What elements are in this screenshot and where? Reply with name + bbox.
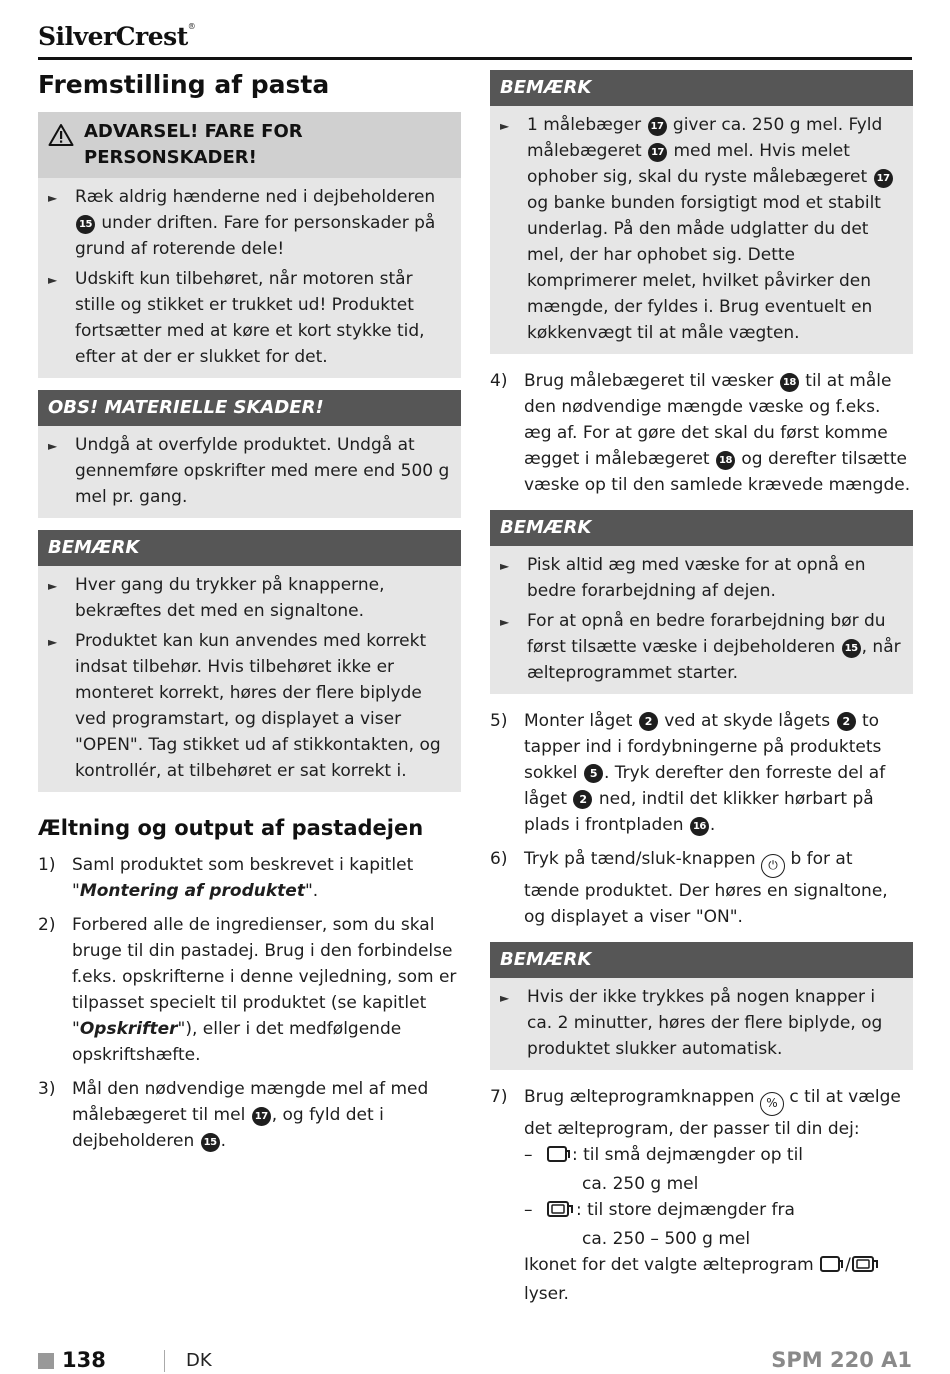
part-number-badge: 2 bbox=[573, 790, 592, 809]
list-item: ► Undgå at overfylde produktet. Undgå at gennemføre opskrifter med mere end 500 g mel pr. gang. bbox=[48, 432, 451, 510]
part-number-badge: 15 bbox=[201, 1133, 220, 1152]
list-item: ► Produktet kan kun anvendes med korrekt indsat tilbehør. Hvis tilbehøret ikke er monteret korrekt, høres der flere biplyde ved programstart, og displayet a viser "OPEN". Tag stikket ud af stikkontakten, og kontrollér, at tilbehøret er sat korrekt i. bbox=[48, 628, 451, 784]
part-number-badge: 18 bbox=[780, 373, 799, 392]
caution-heading: OBS! MATERIELLE SKADER! bbox=[38, 390, 461, 426]
list-item: ► Pisk altid æg med væske for at opnå en bedre forarbejdning af dejen. bbox=[500, 552, 903, 604]
note-box bbox=[490, 942, 913, 1070]
display-reference-letter: a bbox=[633, 907, 644, 927]
note-heading: BEMÆRK bbox=[490, 510, 913, 546]
steps-list bbox=[38, 852, 461, 1154]
bullet-arrow-icon: ► bbox=[48, 191, 58, 205]
warning-heading bbox=[38, 112, 461, 178]
right-column bbox=[490, 70, 913, 1315]
power-icon: ⏻ bbox=[761, 854, 785, 878]
part-number-badge: 2 bbox=[837, 712, 856, 731]
subsection-title: Æltning og output af pastadejen bbox=[38, 816, 424, 840]
language-code: DK bbox=[186, 1350, 212, 1371]
part-number-badge: 15 bbox=[842, 639, 861, 658]
program-option: – : til små dejmængder op til ca. 250 g mel bbox=[524, 1145, 804, 1194]
list-item: ► 1 målebæger 17 giver ca. 250 g mel. Fyld målebægeret 17 med mel. Hvis melet ophober sig, skal du ryste målebægeret 17 og banke bunden forsigtigt mod et stabilt underlag. På den måde udglatter du det mel, der har ophobet sig. Dette komprimerer melet, hvilket påvirker den mængde, der fyldes i. Brug eventuelt en køkkenvægt til at måle vægten. bbox=[500, 112, 903, 346]
part-number-badge: 17 bbox=[874, 169, 893, 188]
bullet-arrow-icon: ► bbox=[500, 559, 510, 573]
program-option: – : til store dejmængder fra ca. 250 – 500 g mel bbox=[524, 1200, 795, 1249]
page-number: 138 bbox=[62, 1348, 106, 1372]
note-heading: BEMÆRK bbox=[490, 942, 913, 978]
list-item: ► For at opnå en bedre forarbejdning bør du først tilsætte væske i dejbeholderen 15 , når ælteprogrammet starter. bbox=[500, 608, 903, 686]
list-item: ► Udskift kun tilbehøret, når motoren står stille og stikket er trukket ud! Produktet fortsætter med at køre et kort stykke tid, efter at der er slukket for det. bbox=[48, 266, 451, 370]
left-column bbox=[38, 70, 461, 1164]
part-number-badge: 17 bbox=[648, 143, 667, 162]
step-item: 5) Monter låget 2 ved at skyde lågets 2 to tapper ind i fordybningerne på produktets sokkel 5 . Tryk derefter den forreste del af låget 2 ned, indtil det klikker hørbart på plads i frontpladen 16 . bbox=[490, 711, 886, 835]
step-item: 1) Saml produktet som beskrevet i kapitlet "Montering af produktet". bbox=[38, 855, 414, 901]
large-bowl-icon bbox=[851, 1255, 881, 1281]
footer-divider bbox=[164, 1350, 165, 1372]
section-title: Fremstilling af pasta bbox=[38, 70, 330, 99]
warning-triangle-icon bbox=[48, 119, 76, 171]
model-number: SPM 220 A1 bbox=[771, 1348, 912, 1372]
small-bowl-icon bbox=[819, 1255, 845, 1281]
list-item: ► Hver gang du trykker på knapperne, bekræftes det med en signaltone. bbox=[48, 572, 451, 624]
step-item: 6) Tryk på tænd/sluk-knappen ⏻ b for at tænde produktet. Der høres en signaltone, og displayet a viser "ON". bbox=[490, 849, 888, 927]
display-reference-letter: a bbox=[344, 709, 355, 729]
list-item: ► Hvis der ikke trykkes på nogen knapper i ca. 2 minutter, høres der flere biplyde, og produktet slukker automatisk. bbox=[500, 984, 903, 1062]
step-item: 7) Brug ælteprogramknappen % c til at vælge det ælteprogram, der passer til din dej: – : til små dejmængder op til ca. 250 g mel – : til store dejmængder fra ca. 250 – 500 g mel Ikonet for det valgte ælteprogram / lyser. bbox=[490, 1084, 913, 1307]
button-reference-letter: c bbox=[789, 1087, 799, 1107]
small-bowl-icon bbox=[546, 1145, 572, 1171]
warning-heading-text: ADVARSEL! FARE FOR PERSONSKADER! bbox=[84, 121, 303, 168]
button-reference-letter: b bbox=[790, 849, 802, 869]
bullet-arrow-icon: ► bbox=[500, 119, 510, 133]
step-item: 4) Brug målebægeret til væsker 18 til at måle den nødvendige mængde væske og f.eks. æg af. For at gøre det skal du først komme ægget i målebægeret 18 og derefter tilsætte væske op til den samlede krævede mængde. bbox=[490, 371, 911, 495]
footer-square-icon bbox=[38, 1353, 54, 1369]
note-heading: BEMÆRK bbox=[38, 530, 461, 566]
note-box bbox=[490, 70, 913, 354]
part-number-badge: 16 bbox=[690, 817, 709, 836]
bullet-arrow-icon: ► bbox=[500, 615, 510, 629]
bullet-arrow-icon: ► bbox=[48, 273, 58, 287]
part-number-badge: 5 bbox=[584, 764, 603, 783]
step-item: 2) Forbered alle de ingredienser, som du skal bruge til din pastadej. Brug i den forbindelse f.eks. opskrifterne i denne vejledning, som er tilpasset specielt til produktet (se kapitlet "Opskrifter"), eller i det medfølgende opskriftshæfte. bbox=[38, 915, 457, 1065]
knead-program-icon: % bbox=[760, 1092, 784, 1116]
note-box bbox=[490, 510, 913, 694]
bullet-arrow-icon: ► bbox=[48, 439, 58, 453]
note-box bbox=[38, 530, 461, 792]
header-rule bbox=[38, 57, 912, 60]
caution-box bbox=[38, 390, 461, 518]
large-bowl-icon bbox=[546, 1200, 576, 1226]
part-number-badge: 15 bbox=[76, 215, 95, 234]
bullet-arrow-icon: ► bbox=[48, 579, 58, 593]
part-number-badge: 18 bbox=[716, 451, 735, 470]
step-item: 3) Mål den nødvendige mængde mel af med målebægeret til mel 17 , og fyld det i dejbeholderen 15 . bbox=[38, 1079, 429, 1151]
note-heading: BEMÆRK bbox=[490, 70, 913, 106]
part-number-badge: 2 bbox=[639, 712, 658, 731]
warning-box bbox=[38, 112, 461, 378]
bullet-arrow-icon: ► bbox=[48, 635, 58, 649]
page-footer bbox=[38, 1346, 912, 1374]
part-number-badge: 17 bbox=[648, 117, 667, 136]
brand-logo: SilverCrest® bbox=[38, 22, 196, 51]
part-number-badge: 17 bbox=[252, 1107, 271, 1126]
bullet-arrow-icon: ► bbox=[500, 991, 510, 1005]
list-item: ► Ræk aldrig hænderne ned i dejbeholderen 15 under driften. Fare for personskader på grund af roterende dele! bbox=[48, 184, 451, 262]
